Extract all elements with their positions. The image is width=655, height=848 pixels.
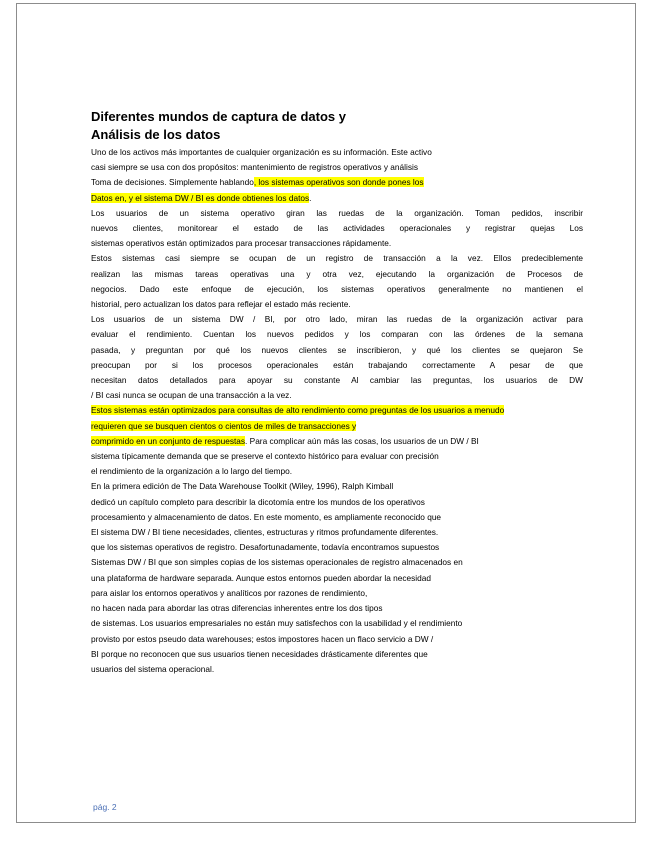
text-line [91, 191, 583, 206]
text-line: provisto por estos pseudo data warehouses; estos impostores hacen un flaco servicio a DW / [91, 633, 434, 644]
text-line: una plataforma de hardware separada. Aunque estos entornos pueden abordar la necesidad [91, 572, 431, 583]
text-line: el rendimiento de la organización a lo largo del tiempo. [91, 466, 293, 477]
highlighted-text: Datos en, y el sistema DW / BI es donde obtienes los datos [91, 192, 310, 203]
text-line: evaluar el rendimiento. Cuentan los nuevos pedidos y los comparan con las órdenes de la semana [91, 329, 583, 340]
text-segment: . [309, 192, 312, 203]
page-number: pág. 2 [93, 802, 117, 812]
text-line: / BI casi nunca se ocupan de una transacción a la vez. [91, 390, 292, 401]
highlighted-text: comprimido en un conjunto de respuestas [91, 435, 246, 446]
text-line: sistema típicamente demanda que se preserve el contexto histórico para evaluar con precisión [91, 451, 439, 462]
text-line: de sistemas. Los usuarios empresariales no están muy satisfechos con la usabilidad y el rendimiento [91, 618, 463, 629]
highlighted-text: , los sistemas operativos son donde pones los [253, 177, 424, 188]
title-line-1: Diferentes mundos de captura de datos y [91, 109, 347, 124]
text-line: no hacen nada para abordar las otras diferencias inherentes entre los dos tipos [91, 603, 383, 614]
text-segment: Toma de decisiones. Simplemente hablando [91, 177, 254, 188]
text-line: Los usuarios de un sistema operativo giran las ruedas de la organización. Toman pedidos, inscribir [91, 207, 583, 218]
text-line: procesamiento y almacenamiento de datos. En este momento, es ampliamente reconocido que [91, 511, 442, 522]
text-line: En la primera edición de The Data Warehouse Toolkit (Wiley, 1996), Ralph Kimball [91, 481, 394, 492]
text-line: pasada, y preguntan por qué los nuevos clientes se inscribieron, y qué los clientes se quejaron Se [91, 344, 583, 355]
text-line: El sistema DW / BI tiene necesidades, clientes, estructuras y ritmos profundamente diferentes. [91, 527, 439, 538]
text-line: casi siempre se usa con dos propósitos: mantenimiento de registros operativos y análisis [91, 162, 418, 173]
highlighted-text: Estos sistemas están optimizados para consultas de alto rendimiento como preguntas de los usuarios a menudo [91, 405, 505, 416]
text-line: Los usuarios de un sistema DW / BI, por otro lado, miran las ruedas de la organización activar para [91, 314, 583, 325]
text-line: negocios. Dado este enfoque de ejecución, los sistemas operativos generalmente no mantienen el [91, 283, 583, 294]
text-line: historial, pero actualizan los datos para reflejar el estado más reciente. [91, 299, 351, 310]
text-line: que los sistemas operativos de registro. Desafortunadamente, todavía encontramos supuestos [91, 542, 440, 553]
text-line: nuevos clientes, monitorear el estado de las actividades operacionales y registrar quejas Los [91, 223, 583, 234]
text-line: usuarios del sistema operacional. [91, 663, 215, 674]
highlighted-paragraph [91, 403, 583, 449]
text-line: necesitan datos detallados para apoyar su constante Al cambiar las preguntas, los usuarios de DW [91, 375, 583, 386]
text-line: dedicó un capítulo completo para describir la dicotomía entre los mundos de los operativos [91, 496, 425, 507]
text-line: para aislar los entornos operativos y analíticos por razones de rendimiento, [91, 587, 368, 598]
text-line: Estos sistemas casi siempre se ocupan de un registro de transacción a la vez. Ellos predeciblemente [91, 253, 583, 264]
text-line: preocupan por si los procesos operacionales están trabajando correctamente A pesar de que [91, 359, 583, 370]
text-line: realizan las mismas tareas operativas una y otra vez, ejecutando la organización de Procesos de [91, 268, 583, 279]
document-content [91, 108, 583, 677]
title-line-2: Análisis de los datos [91, 127, 221, 142]
document-body [91, 145, 583, 677]
text-line [91, 175, 583, 190]
text-line: sistemas operativos están optimizados para procesar transacciones rápidamente. [91, 238, 392, 249]
document-page [16, 3, 636, 823]
text-line: Sistemas DW / BI que son simples copias de los sistemas operacionales de registro almacenados en [91, 557, 463, 568]
text-segment: . Para complicar aún más las cosas, los usuarios de un DW / BI [245, 435, 479, 446]
text-line: BI porque no reconocen que sus usuarios tienen necesidades drásticamente diferentes que [91, 648, 428, 659]
document-title [91, 108, 583, 144]
highlighted-text: requieren que se busquen cientos o cientos de miles de transacciones y [91, 420, 357, 431]
text-line: Uno de los activos más importantes de cualquier organización es su información. Este activo [91, 147, 432, 157]
